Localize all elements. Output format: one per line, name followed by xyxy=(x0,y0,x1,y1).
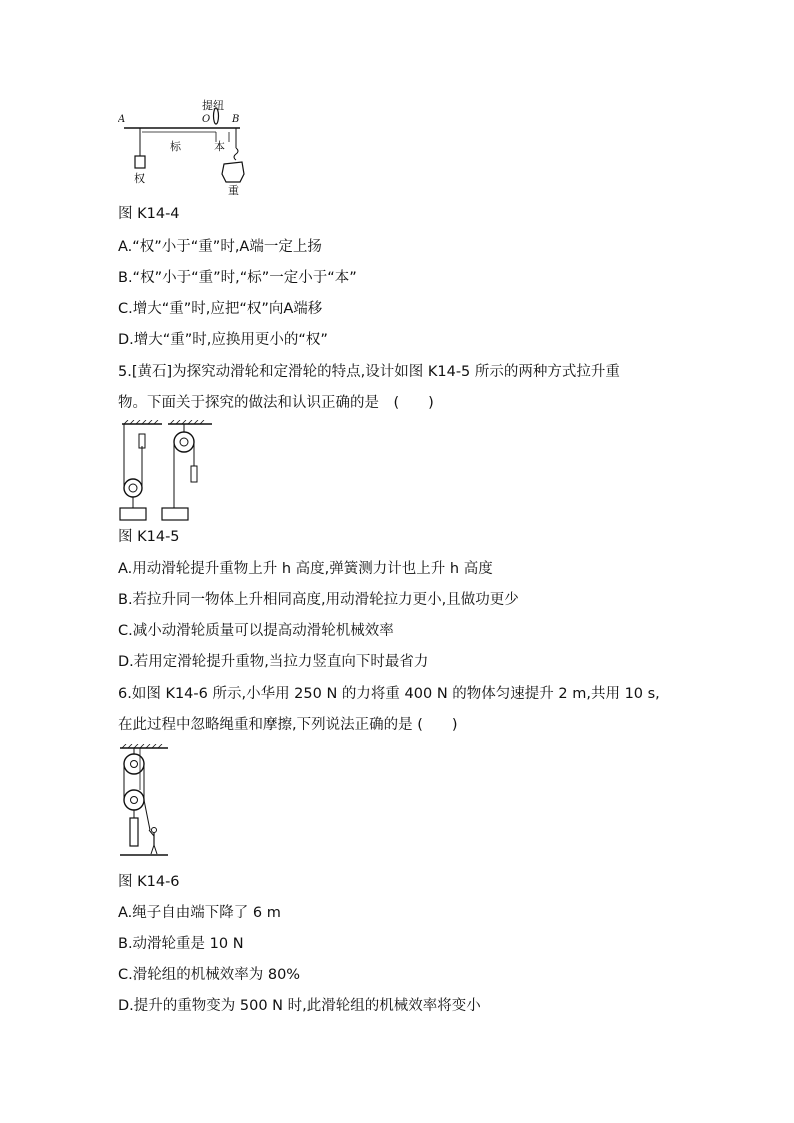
q5-stem-line-2: 物。下面关于探究的做法和认识正确的是 ( ) xyxy=(118,395,434,411)
q4-option-c: C.增大“重”时,应把“权”向A端移 xyxy=(118,301,323,317)
label-quan: 权 xyxy=(134,172,145,185)
q6-option-b: B.动滑轮重是 10 N xyxy=(118,936,244,952)
label-biao: 标 xyxy=(170,140,181,153)
q5-option-d: D.若用定滑轮提升重物,当拉力竖直向下时最省力 xyxy=(118,654,429,670)
q5-option-b: B.若拉升同一物体上升相同高度,用动滑轮拉力更小,且做功更少 xyxy=(118,592,519,608)
caption-k14-6: 图 K14-6 xyxy=(118,874,180,890)
q6-stem-line-1: 6.如图 K14-6 所示,小华用 250 N 的力将重 400 N 的物体匀速提升 2 m,共用 10 s, xyxy=(118,686,660,702)
q4-option-a: A.“权”小于“重”时,A端一定上扬 xyxy=(118,239,322,255)
q6-option-d: D.提升的重物变为 500 N 时,此滑轮组的机械效率将变小 xyxy=(118,998,481,1014)
caption-k14-4: 图 K14-4 xyxy=(118,206,180,222)
q6-option-c: C.滑轮组的机械效率为 80% xyxy=(118,967,301,983)
label-a: A xyxy=(118,114,126,125)
q6-option-a: A.绳子自由端下降了 6 m xyxy=(118,905,281,921)
q5-option-c: C.减小动滑轮质量可以提高动滑轮机械效率 xyxy=(118,623,394,639)
label-o: O xyxy=(202,114,211,125)
caption-k14-5: 图 K14-5 xyxy=(118,529,180,545)
q4-option-d: D.增大“重”时,应换用更小的“权” xyxy=(118,332,328,348)
label-b: B xyxy=(232,114,240,125)
label-ben: 本 xyxy=(214,140,225,153)
label-tizu: 提纽 xyxy=(202,99,224,112)
q5-option-a: A.用动滑轮提升重物上升 h 高度,弹簧测力计也上升 h 高度 xyxy=(118,561,493,577)
figure-k14-5 xyxy=(118,420,218,524)
figure-k14-6 xyxy=(118,744,170,860)
q4-option-b: B.“权”小于“重”时,“标”一定小于“本” xyxy=(118,270,357,286)
q6-stem-line-2: 在此过程中忽略绳重和摩擦,下列说法正确的是 ( ) xyxy=(118,717,458,733)
q5-stem-line-1: 5.[黄石]为探究动滑轮和定滑轮的特点,设计如图 K14-5 所示的两种方式拉升重 xyxy=(118,364,620,380)
label-zhong: 重 xyxy=(228,184,239,197)
figure-k14-4 xyxy=(118,98,258,202)
